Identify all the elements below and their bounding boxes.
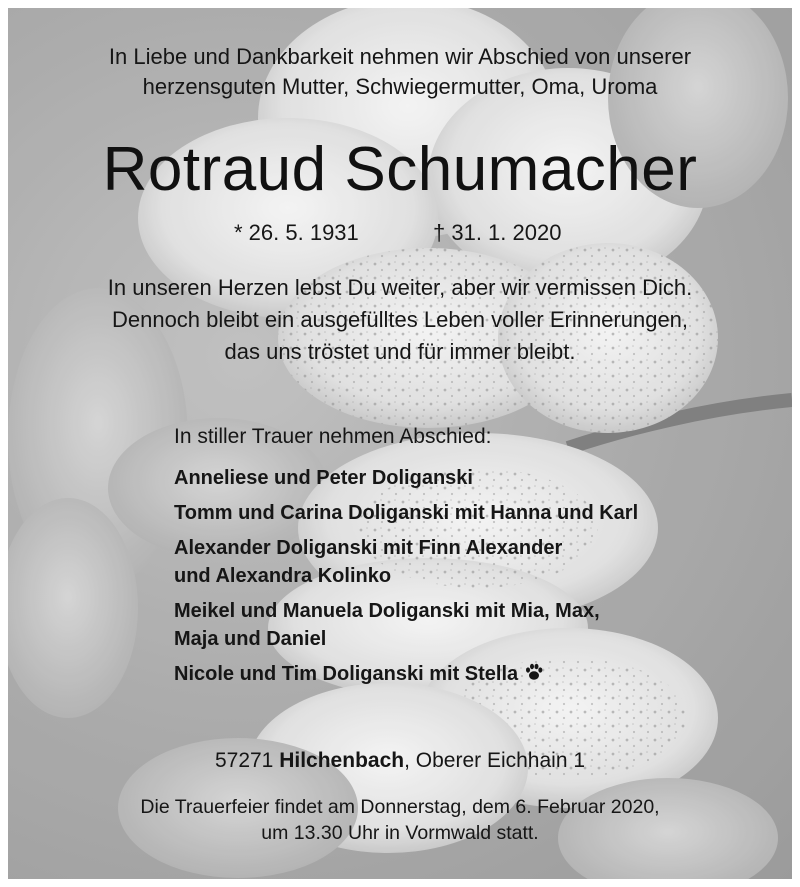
address-line: 57271 Hilchenbach, Oberer Eichhain 1 bbox=[214, 749, 586, 772]
intro-line: In Liebe und Dankbarkeit nehmen wir Abschied von unserer bbox=[108, 44, 692, 69]
mourner-entry bbox=[174, 597, 774, 653]
paw-print-icon bbox=[524, 662, 544, 690]
deceased-name: Rotraud Schumacher bbox=[102, 135, 698, 204]
city: Hilchenbach bbox=[279, 749, 405, 772]
obituary-card bbox=[8, 8, 792, 879]
mourner-line: und Alexandra Kolinko bbox=[174, 565, 392, 587]
memorial-verse bbox=[8, 272, 792, 368]
life-dates bbox=[8, 218, 792, 248]
postal-code: 57271 bbox=[214, 749, 274, 772]
mourner-line: Alexander Doliganski mit Finn Alexander bbox=[174, 537, 563, 559]
intro-text bbox=[8, 42, 792, 102]
funeral-service-info bbox=[8, 794, 792, 846]
mourner-line: Meikel und Manuela Doliganski mit Mia, Max, bbox=[174, 600, 600, 622]
verse-line: In unseren Herzen lebst Du weiter, aber wir vermissen Dich. bbox=[107, 275, 693, 300]
mourners-heading: In stiller Trauer nehmen Abschied: bbox=[174, 425, 492, 448]
mourner-line: Maja und Daniel bbox=[174, 628, 327, 650]
birth-date: * 26. 5. 1931 bbox=[234, 220, 359, 245]
mourners-list bbox=[174, 422, 774, 697]
mourner-entry bbox=[174, 534, 774, 590]
street: Oberer Eichhain 1 bbox=[415, 749, 586, 772]
verse-line: das uns tröstet und für immer bleibt. bbox=[224, 339, 576, 364]
mourner-entry bbox=[174, 660, 774, 690]
mourner-line: Anneliese und Peter Doliganski bbox=[174, 467, 473, 489]
death-date: † 31. 1. 2020 bbox=[433, 220, 562, 245]
service-line: um 13.30 Uhr in Vormwald statt. bbox=[261, 822, 539, 844]
intro-line: herzensguten Mutter, Schwiegermutter, Oma, Uroma bbox=[142, 74, 658, 99]
mourner-entry bbox=[174, 499, 774, 527]
mourner-line: Nicole und Tim Doliganski mit Stella bbox=[174, 663, 519, 685]
verse-line: Dennoch bleibt ein ausgefülltes Leben voller Erinnerungen, bbox=[111, 307, 689, 332]
mourner-line: Tomm und Carina Doliganski mit Hanna und Karl bbox=[174, 502, 639, 524]
mourner-entry bbox=[174, 464, 774, 492]
service-line: Die Trauerfeier findet am Donnerstag, dem 6. Februar 2020, bbox=[140, 796, 660, 818]
